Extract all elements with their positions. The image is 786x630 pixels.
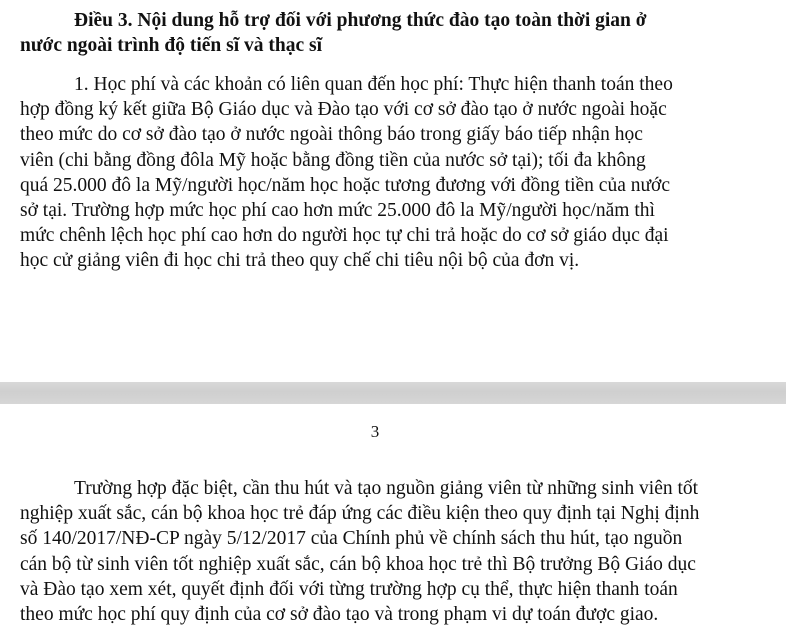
paragraph-line: quá 25.000 đô la Mỹ/người học/năm học hoặc tương đương với đồng tiền của nước <box>20 174 671 196</box>
paragraph-line: số 140/2017/NĐ-CP ngày 5/12/2017 của Chính phủ về chính sách thu hút, tạo nguồn <box>20 528 683 550</box>
paragraph-line: theo mức học phí quy định của cơ sở đào tạo và trong phạm vi dự toán được giao. <box>20 604 659 626</box>
paragraph-line: hợp đồng ký kết giữa Bộ Giáo dục và Đào tạo với cơ sở đào tạo ở nước ngoài hoặc <box>20 99 667 121</box>
article-heading-line: nước ngoài trình độ tiến sĩ và thạc sĩ <box>20 35 323 56</box>
special-case-paragraph <box>20 476 772 627</box>
paragraph-line: và Đào tạo xem xét, quyết định đối với từng trường hợp cụ thể, thực hiện thanh toán <box>20 578 678 600</box>
paragraph-line: mức chênh lệch học phí cao hơn do người học tự chi trả hoặc do cơ sở giáo dục đại <box>20 225 669 247</box>
paragraph-line: cán bộ từ sinh viên tốt nghiệp xuất sắc, cán bộ khoa học trẻ thì Bộ trưởng Bộ Giáo dục <box>20 553 696 575</box>
tuition-paragraph <box>20 72 772 274</box>
page-number: 3 <box>370 422 380 441</box>
article-heading <box>20 8 772 58</box>
paragraph-line: 1. Học phí và các khoản có liên quan đến học phí: Thực hiện thanh toán theo <box>74 74 673 95</box>
paragraph-line: sở tại. Trường hợp mức học phí cao hơn mức 25.000 đô la Mỹ/người học/năm thì <box>20 200 655 222</box>
paragraph-line: Trường hợp đặc biệt, cần thu hút và tạo nguồn giảng viên từ những sinh viên tốt <box>74 478 699 499</box>
document-page-lower <box>0 404 786 630</box>
paragraph-line: nghiệp xuất sắc, cán bộ khoa học trẻ đáp ứng các điều kiện theo quy định tại Nghị định <box>20 503 700 525</box>
paragraph-line: học cử giảng viên đi học chi trả theo quy chế chi tiêu nội bộ của đơn vị. <box>20 250 580 272</box>
paragraph-line: theo mức do cơ sở đào tạo ở nước ngoài thông báo trong giấy báo tiếp nhận học <box>20 124 643 146</box>
page-break-divider <box>0 382 786 404</box>
article-heading-line: Điều 3. Nội dung hỗ trợ đối với phương thức đào tạo toàn thời gian ở <box>74 10 647 31</box>
paragraph-line: viên (chi bằng đồng đôla Mỹ hoặc bằng đồng tiền của nước sở tại); tối đa không <box>20 149 646 171</box>
